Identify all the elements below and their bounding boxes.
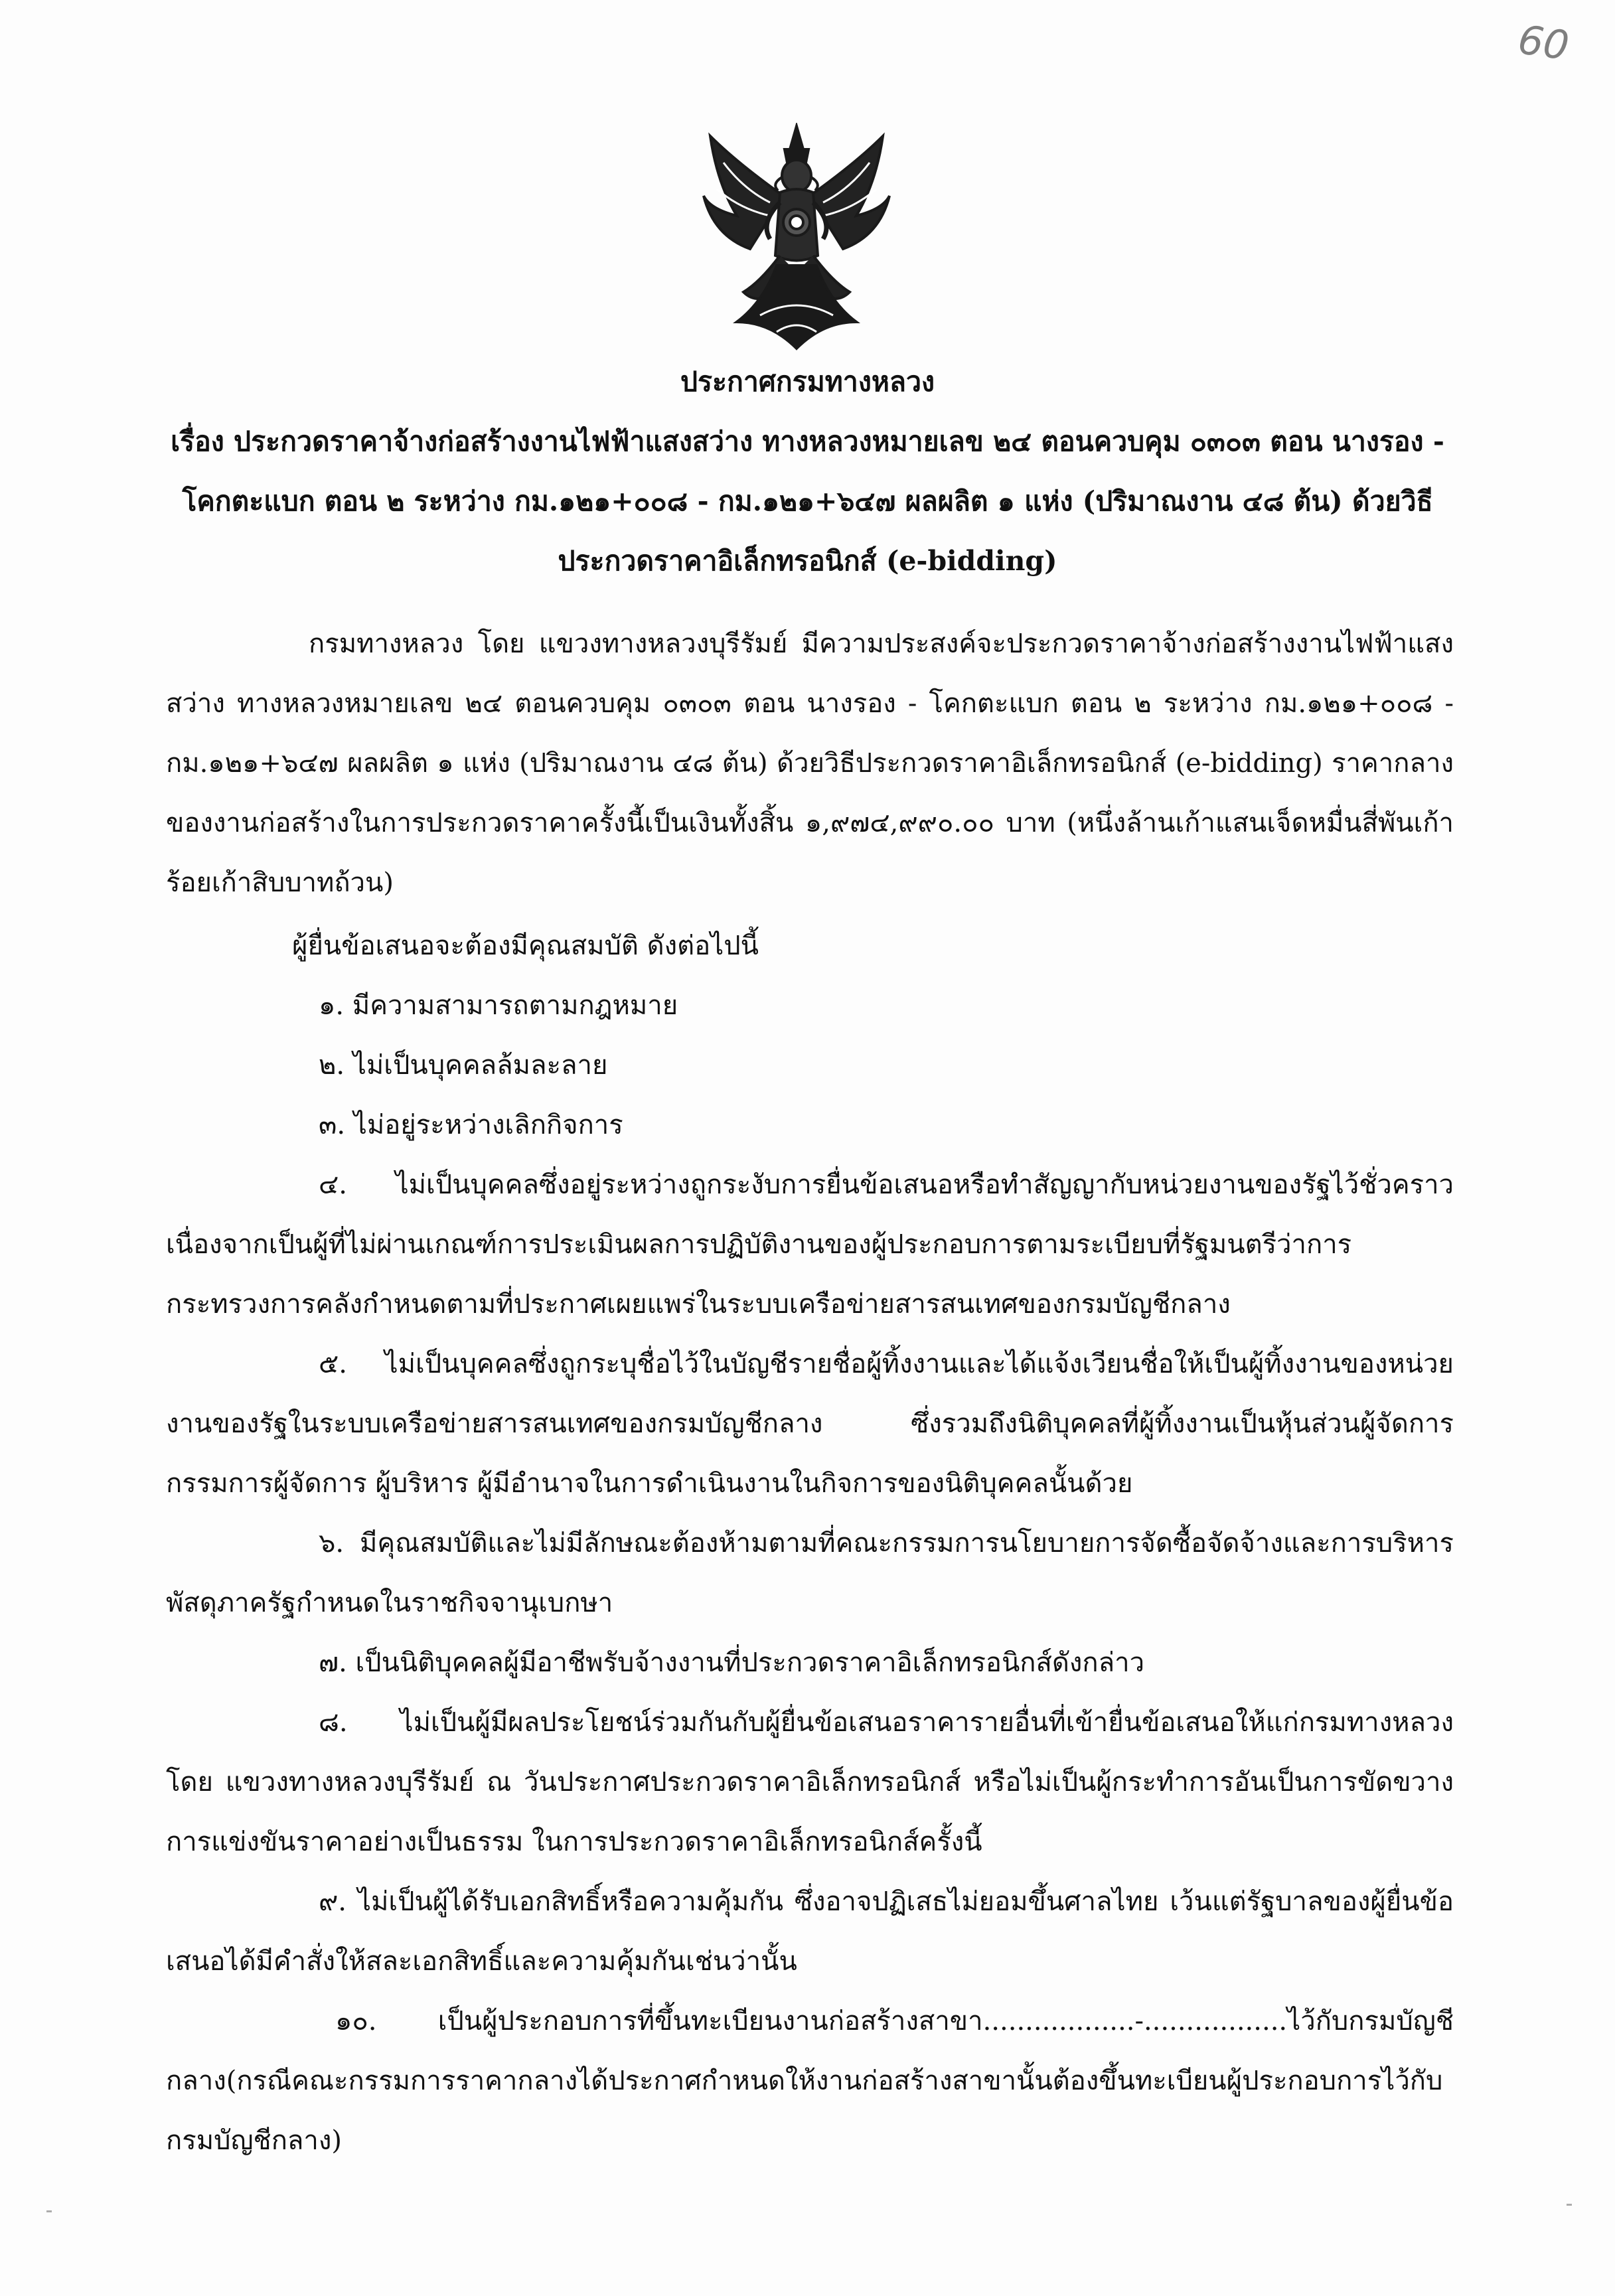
announcement-subject bbox=[133, 412, 1482, 591]
qualification-item-8: ๘. ไม่เป็นผู้มีผลประโยชน์ร่วมกันกับผู้ยื่นข้อเสนอราคารายอื่นที่เข้ายื่นข้อเสนอให้แก่กรมทางหลวง โดย แขวงทางหลวงบุรีรัมย์ ณ วันประกาศประกวดราคาอิเล็กทรอนิกส์ หรือไม่เป็นผู้กระทำการอันเป็นการขัดขวางการแข่งขันราคาอย่างเป็นธรรม ในการประกวดราคาอิเล็กทรอนิกส์ครั้งนี้ bbox=[166, 1707, 1454, 1857]
scan-speck bbox=[46, 2210, 52, 2212]
scan-speck bbox=[1567, 2204, 1572, 2206]
qualification-item-4: ๔. ไม่เป็นบุคคลซึ่งอยู่ระหว่างถูกระงับการยื่นข้อเสนอหรือทำสัญญากับหน่วยงานของรัฐไว้ชั่วคราว เนื่องจากเป็นผู้ที่ไม่ผ่านเกณฑ์การประเมินผลการปฏิบัติงานของผู้ประกอบการตามระเบียบที่รัฐมนตรีว่าการกระทรวงการคลังกำหนดตามที่ประกาศเผยแพร่ในระบบเครือข่ายสารสนเทศของกรมบัญชีกลาง bbox=[166, 1170, 1454, 1320]
subject-line-2: โคกตะแบก ตอน ๒ ระหว่าง กม.๑๒๑+๐๐๘ - กม.๑๒๑+๖๔๗ ผลผลิต ๑ แห่ง (ปริมาณงาน ๔๘ ต้น) ด้วยวิธี bbox=[182, 485, 1433, 517]
announcement-title: ประกาศกรมทางหลวง bbox=[680, 366, 935, 398]
qualification-item-7: ๗. เป็นนิติบุคคลผู้มีอาชีพรับจ้างงานที่ประกวดราคาอิเล็กทรอนิกส์ดังกล่าว bbox=[319, 1647, 1145, 1678]
qualification-item-5: ๕. ไม่เป็นบุคคลซึ่งถูกระบุชื่อไว้ในบัญชีรายชื่อผู้ทิ้งงานและได้แจ้งเวียนชื่อให้เป็นผู้ทิ้งงานของหน่วยงานของรัฐในระบบเครือข่ายสารสนเทศของกรมบัญชีกลาง ซึ่งรวมถึงนิติบุคคลที่ผู้ทิ้งงานเป็นหุ้นส่วนผู้จัดการ กรรมการผู้จัดการ ผู้บริหาร ผู้มีอำนาจในการดำเนินงานในกิจการของนิติบุคคลนั้นด้วย bbox=[166, 1349, 1454, 1499]
qualification-item-1: ๑. มีความสามารถตามกฎหมาย bbox=[319, 990, 678, 1021]
qualification-item-10: ๑๐. เป็นผู้ประกอบการที่ขึ้นทะเบียนงานก่อสร้างสาขา..................-.................ไว้กับกรมบัญชีกลาง(กรณีคณะกรรมการราคากลางได้ประกาศกำหนดให้งานก่อสร้างสาขานั้นต้องขึ้นทะเบียนผู้ประกอบการไว้กับกรมบัญชีกลาง) bbox=[166, 2006, 1454, 2156]
qualification-item-2: ๒. ไม่เป็นบุคคลล้มละลาย bbox=[319, 1050, 608, 1081]
subject-line-1: เรื่อง ประกวดราคาจ้างก่อสร้างงานไฟฟ้าแสงสว่าง ทางหลวงหมายเลข ๒๔ ตอนควบคุม ๐๓๐๓ ตอน นางรอง - bbox=[171, 425, 1444, 457]
intro-paragraph: กรมทางหลวง โดย แขวงทางหลวงบุรีรัมย์ มีความประสงค์จะประกวดราคาจ้างก่อสร้างงานไฟฟ้าแสงสว่าง ทางหลวงหมายเลข ๒๔ ตอนควบคุม ๐๓๐๓ ตอน นางรอง - โคกตะแบก ตอน ๒ ระหว่าง กม.๑๒๑+๐๐๘ - กม.๑๒๑+๖๔๗ ผลผลิต ๑ แห่ง (ปริมาณงาน ๔๘ ต้น) ด้วยวิธีประกวดราคาอิเล็กทรอนิกส์ (e-bidding) ราคากลางของงานก่อสร้างในการประกวดราคาครั้งนี้เป็นเงินทั้งสิ้น ๑,๙๗๔,๙๙๐.๐๐ บาท (หนึ่งล้านเก้าแสนเจ็ดหมื่นสี่พันเก้าร้อยเก้าสิบบาทถ้วน) bbox=[166, 629, 1454, 898]
qualification-item-9: ๙. ไม่เป็นผู้ได้รับเอกสิทธิ์หรือความคุ้มกัน ซึ่งอาจปฏิเสธไม่ยอมขึ้นศาลไทย เว้นแต่รัฐบาลของผู้ยื่นข้อเสนอได้มีคำสั่งให้สละเอกสิทธิ์และความคุ้มกันเช่นว่านั้น bbox=[166, 1886, 1454, 1977]
qualification-item-6: ๖. มีคุณสมบัติและไม่มีลักษณะต้องห้ามตามที่คณะกรรมการนโยบายการจัดซื้อจัดจ้างและการบริหารพัสดุภาครัฐกำหนดในราชกิจจานุเบกษา bbox=[166, 1528, 1454, 1618]
handwritten-page-number: 60 bbox=[1515, 17, 1572, 70]
subject-line-3: ประกวดราคาอิเล็กทรอนิกส์ (e-bidding) bbox=[558, 545, 1057, 577]
qualification-item-3: ๓. ไม่อยู่ระหว่างเลิกกิจการ bbox=[319, 1110, 623, 1140]
qualifications-heading: ผู้ยื่นข้อเสนอจะต้องมีคุณสมบัติ ดังต่อไปนี้ bbox=[292, 931, 759, 961]
garuda-emblem-icon bbox=[697, 123, 896, 355]
